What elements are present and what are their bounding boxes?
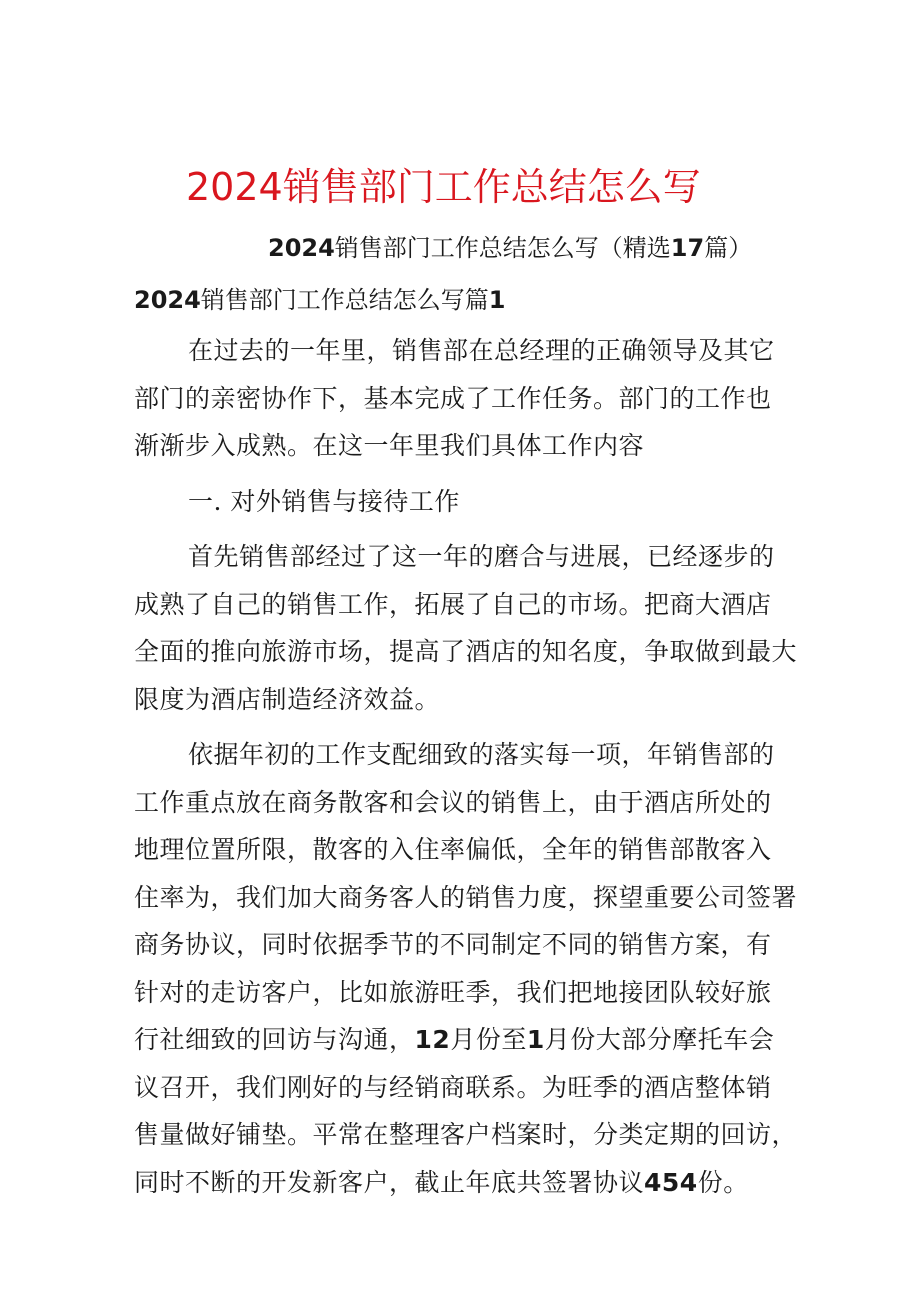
- document-subtitle: [268, 232, 752, 264]
- paragraph-line-agreements: [134, 1159, 794, 1207]
- subtitle-tail: 篇）: [704, 234, 753, 262]
- paragraph-line: 首先销售部经过了这一年的磨合与进展，已经逐步的: [188, 542, 775, 571]
- paragraph-line: 部门的亲密协作下，基本完成了工作任务。部门的工作也: [134, 383, 772, 413]
- paragraph-line: 售量做好铺垫。平常在整理客户档案时，分类定期的回访，: [134, 1120, 798, 1149]
- paragraph-sales: [134, 533, 798, 723]
- section-number: 1: [488, 286, 506, 314]
- subtitle-text: 销售部门工作总结怎么写（精选: [334, 234, 671, 262]
- paragraph-line: 商务协议，同时依据季节的不同制定不同的销售方案，有: [134, 930, 772, 959]
- document-title: 2024销售部门工作总结怎么写: [186, 165, 701, 209]
- paragraph-line: 依据年初的工作支配细致的落实每一项，年销售部的: [188, 740, 775, 769]
- agreements-lead: 同时不断的开发新客户，截止年底共签署协议: [134, 1167, 645, 1197]
- paragraph-line: 住率为，我们加大商务客人的销售力度，探望重要公司签署: [134, 882, 798, 912]
- subtitle-count: 17: [670, 234, 705, 262]
- section-heading: [134, 284, 506, 316]
- paragraph-line-months: [134, 1016, 794, 1064]
- paragraph-line: 渐渐步入成熟。在这一年里我们具体工作内容: [134, 431, 645, 460]
- paragraph-line: 地理位置所限，散客的入住率偏低，全年的销售部散客入: [134, 835, 772, 864]
- body-text: [134, 327, 798, 1214]
- month-start: 12: [414, 1025, 451, 1054]
- paragraph-line: 限度为酒店制造经济效益。: [134, 684, 441, 714]
- paragraph-line: 针对的走访客户，比如旅游旺季，我们把地接团队较好旅: [134, 977, 772, 1007]
- section-year: 2024: [134, 286, 201, 314]
- paragraph-line: 全面的推向旅游市场，提高了酒店的知名度，争取做到最大: [134, 637, 798, 666]
- month-end: 1: [526, 1025, 545, 1054]
- month-range-text: 月份至: [450, 1025, 527, 1054]
- paragraph-intro: [134, 327, 794, 470]
- month-tail: 月份大部分摩托车会: [544, 1025, 775, 1054]
- subtitle-year: 2024: [268, 234, 335, 262]
- section-text: 销售部门工作总结怎么写篇: [200, 286, 489, 314]
- paragraph-line: 工作重点放在商务散客和会议的销售上，由于酒店所处的: [134, 787, 772, 817]
- paragraph-line: 成熟了自己的销售工作，拓展了自己的市场。把商大酒店: [134, 589, 772, 619]
- agreements-count: 454: [644, 1167, 698, 1197]
- agreements-tail: 份。: [697, 1167, 749, 1197]
- paragraph-line: 议召开，我们刚好的与经销商联系。为旺季的酒店整体销: [134, 1072, 772, 1102]
- paragraph-line: 一. 对外销售与接待工作: [188, 486, 460, 516]
- months-lead: 行社细致的回访与沟通，: [134, 1025, 415, 1054]
- paragraph-plan: [134, 731, 798, 1206]
- paragraph-line: 在过去的一年里，销售部在总经理的正确领导及其它: [188, 336, 775, 365]
- paragraph-subheading: [134, 478, 794, 526]
